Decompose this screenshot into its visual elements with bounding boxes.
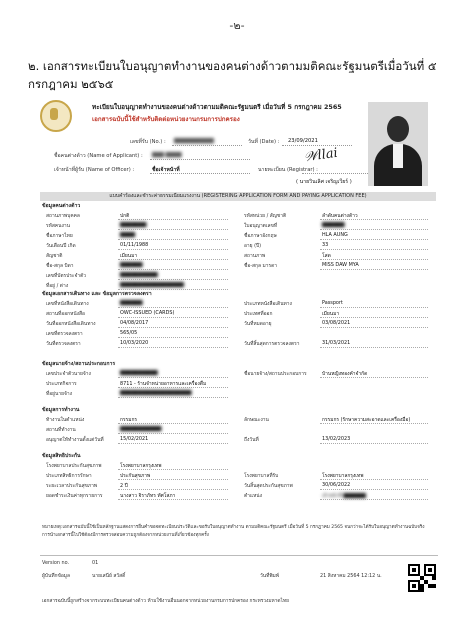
field-label: ชื่อ-สกุล บิดา bbox=[46, 263, 74, 269]
field-value: ประกันสุขภาพ bbox=[120, 473, 151, 479]
field-value: กรรมกร bbox=[120, 417, 138, 423]
field-label: สถานที่ทำงาน bbox=[46, 427, 76, 433]
field-label: รหัสคนงาน bbox=[46, 223, 70, 229]
form-subtitle: เอกสารฉบับนี้ใช้สำหรับติดต่อหน่วยงานกรมการปกครอง bbox=[92, 116, 240, 123]
field-value: ปกติ bbox=[120, 213, 130, 219]
field-label: ประเทศที่ออก bbox=[244, 311, 273, 317]
work-permit-form bbox=[34, 94, 442, 609]
officer-name-label: เจ้าหน้าที่ผู้รับ (Name of Officer) : bbox=[54, 167, 135, 173]
field-label: ประเภทกิจการ bbox=[46, 381, 77, 387]
field-value: ▇▇▇▇▇▇ bbox=[120, 300, 143, 306]
field-label: ที่อยู่นายจ้าง bbox=[46, 391, 72, 397]
field-value: 31/03/2021 bbox=[322, 340, 351, 346]
field-value: ▇▇▇▇▇▇ bbox=[120, 262, 143, 268]
field-label: ระยะเวลาประกันสุขภาพ bbox=[46, 483, 98, 489]
garuda-emblem-icon bbox=[40, 100, 72, 132]
field-label: ใบอนุญาตเลขที่ bbox=[244, 223, 278, 229]
field-label: รหัสหน่วย / สัญชาติ bbox=[244, 213, 287, 219]
field-value: MISS DAW MYA bbox=[322, 262, 359, 268]
field-value: 30/06/2022 bbox=[322, 482, 351, 488]
field-label: ประเภทสิทธิการรักษา bbox=[46, 473, 92, 479]
issued-value: 21 สิงหาคม 2564 12:12 น. bbox=[320, 573, 382, 579]
field-value: ▇▇▇▇▇▇▇▇▇▇▇ bbox=[120, 426, 162, 432]
field-label: วันสิ้นสุดประกันสุขภาพ bbox=[244, 483, 293, 489]
field-value: เมียนมา bbox=[322, 311, 340, 317]
form-title: ทะเบียนใบอนุญาตทำงานของคนต่างด้าวตามมติคณะรัฐมนตรี เมื่อวันที่ 5 กรกฎาคม 2565 bbox=[92, 103, 342, 111]
field-value: ▇▇▇▇▇▇▇▇▇▇▇▇▇▇▇▇▇▇▇ bbox=[120, 390, 192, 396]
field-value: 03/08/2021 bbox=[322, 320, 351, 326]
receipt-no-value: ▇▇▇▇▇▇▇▇▇▇ bbox=[174, 138, 214, 144]
field-value: โสด bbox=[322, 253, 331, 259]
field-label: เลขประจำตัวนายจ้าง bbox=[46, 371, 91, 377]
officer-name-value: ชื่อเจ้าหน้าที่ bbox=[152, 167, 180, 173]
field-value: ▇▇▇▇▇▇▇▇▇▇▇▇▇▇▇▇▇ bbox=[120, 282, 184, 288]
field-label: สถานที่ออกหนังสือ bbox=[46, 311, 85, 317]
field-value: ▇▇▇▇▇▇▇▇▇▇ bbox=[120, 370, 158, 376]
field-value: 565/05 bbox=[120, 330, 138, 336]
field-label: วันที่ตรวจลงตรา bbox=[46, 341, 81, 347]
field-label: เลขที่หนังสือเดินทาง bbox=[46, 301, 89, 307]
field-label: อายุ (ปี) bbox=[244, 243, 262, 249]
field-label: เลขที่ตรวจลงตรา bbox=[46, 331, 83, 337]
issued-label: วันที่พิมพ์ bbox=[260, 573, 279, 579]
field-value: 01/11/1988 bbox=[120, 242, 149, 248]
applicant-photo bbox=[368, 102, 428, 186]
field-value: ▇▇▇▇▇▇ bbox=[322, 222, 345, 228]
field-label: สถานภาพ bbox=[244, 253, 266, 259]
applicant-name-value: ▇▇▇ ▇▇▇▇ bbox=[152, 152, 182, 158]
registrar-label: นายทะเบียน (Registrar) : bbox=[258, 167, 318, 173]
field-label: ยอดชำระเงินค่าทุกรายการ bbox=[46, 493, 103, 499]
field-label: สถานภาพบุคคล bbox=[46, 213, 80, 219]
field-label: วันที่หมดอายุ bbox=[244, 321, 272, 327]
field-label: ชื่อ-สกุล มารดา bbox=[244, 263, 278, 269]
section-heading: ๒. เอกสารทะเบียนใบอนุญาตทำงานของคนต่างด้าวตามมติคณะรัฐมนตรีเมื่อวันที่ ๕ กรกฎาคม ๒๕๖๕ bbox=[28, 59, 437, 91]
group-title: ข้อมูลเอกสารเดินทาง และ ข้อมูลการตรวจลงตรา bbox=[42, 291, 152, 297]
field-label: ที่อยู่ / ต่าง bbox=[46, 283, 69, 289]
receipt-no-label: เลขที่รับ (No.) : bbox=[130, 139, 166, 145]
printed-by-value: นายเสนีย์ สวัสดิ์ bbox=[92, 573, 126, 579]
field-value: เมียนมา bbox=[120, 253, 138, 259]
footer-note: หมายเหตุ:เอกสารฉบับนี้ใช้เป็นหลักฐานแสดงการยื่นคำขอจดทะเบียนประวัติและขอรับใบอนุญาตทำงาน ตามมติคณะรัฐมนตรี เมื่อวันที่ 5 กรกฎาคม 2565 จนกว่าจะได้รับใบอนุญาตทำงานฉบับจริง การนำเอกสารนี้ไปใช้ต้องมีการตรวจสอบความถูกต้องจากหน่วยงานที่เกี่ยวข้องทุกครั้ง bbox=[42, 525, 425, 538]
version-label: Version no. bbox=[42, 560, 70, 566]
field-label: ชื่อนายจ้าง/สถานประกอบการ bbox=[244, 371, 307, 377]
field-label: วันเดือนปี เกิด bbox=[46, 243, 76, 249]
footer-bottom: เอกสารฉบับนี้ถูกสร้างจากระบบทะเบียนคนต่างด้าว ห้ามใช้งานอื่นนอกจากหน่วยงานกรมการปกครอง กระทรวงมหาดไทย bbox=[42, 599, 289, 604]
group-title: ข้อมูลสิทธิประกัน bbox=[42, 453, 81, 459]
field-value: 13/02/2023 bbox=[322, 436, 351, 442]
field-label: ลักษณะงาน bbox=[244, 417, 269, 423]
group-title: ข้อมูลนายจ้าง/สถานประกอบการ bbox=[42, 361, 116, 367]
form-banner: แบบคำร้องและชำระค่าธรรมเนียมแรงงาน (REGISTERING APPLICATION FORM AND PAYING APPLICATION FEE) bbox=[40, 192, 436, 201]
field-value: 04/08/2017 bbox=[120, 320, 149, 326]
field-label: เลขที่บัตรประจำตัว bbox=[46, 273, 87, 279]
field-label: ประเภทหนังสือเดินทาง bbox=[244, 301, 292, 307]
version-value: 01 bbox=[92, 560, 99, 566]
field-label: ท้างานในตำแหน่ง bbox=[46, 417, 85, 423]
field-label: วันที่สิ้นสุดการตรวจลงตรา bbox=[244, 341, 300, 347]
field-value: 10/03/2020 bbox=[120, 340, 149, 346]
field-label: โรงพยาบาลประกันสุขภาพ bbox=[46, 463, 102, 469]
field-value: 2 ปี bbox=[120, 483, 128, 489]
date-value: 23/09/2021 bbox=[288, 138, 318, 144]
field-value: ▇▇▇▇▇▇▇ bbox=[120, 222, 147, 228]
field-label: ถึงวันที่ bbox=[244, 437, 259, 443]
date-label: วันที่ (Date) : bbox=[248, 139, 280, 145]
field-value: 8711 - ร้านจำหน่ายอาหารและเครื่องดื่ม bbox=[120, 381, 207, 387]
field-value: ลำดับคนต่างด้าว bbox=[322, 213, 358, 219]
field-label: ชื่อภาษาไทย bbox=[46, 233, 73, 239]
field-value: โรงพยาบาลกรุงเทพ bbox=[120, 463, 162, 469]
field-label: สัญชาติ bbox=[46, 253, 63, 259]
field-label: อนุญาตให้ทำงานตั้งแต่วันที่ bbox=[46, 437, 104, 443]
field-value: 15/02/2021 bbox=[120, 436, 149, 442]
field-value: OWC-ISSUED (CARDS) bbox=[120, 310, 175, 316]
field-label: ชื่อภาษาอังกฤษ bbox=[244, 233, 277, 239]
group-title: ข้อมูลการทำงาน bbox=[42, 407, 80, 413]
field-value: เจ้าหน้าที่ ▇▇▇▇▇▇ bbox=[322, 493, 366, 499]
field-value: นางสาว จิราภัทร ทัศโสภา bbox=[120, 493, 176, 499]
field-value: ▇▇▇▇▇▇▇▇▇▇ bbox=[120, 272, 158, 278]
applicant-name-label: ชื่อคนต่างด้าว (Name of Applicant) : bbox=[54, 153, 143, 159]
field-value: กรรมกร (รักษาความสะอาดและเครื่องมือ) bbox=[322, 417, 411, 423]
group-title: ข้อมูลคนต่างด้าว bbox=[42, 203, 81, 209]
printed-by-label: ผู้บันทึกข้อมูล bbox=[42, 573, 70, 579]
field-value: ▇▇▇▇ bbox=[120, 232, 136, 238]
field-label: ตำแหน่ง bbox=[244, 493, 263, 499]
field-label: โรงพยาบาลที่รับ bbox=[244, 473, 279, 479]
qr-code-icon bbox=[408, 564, 436, 592]
field-value: Passport bbox=[322, 300, 343, 306]
page-number: -๒- bbox=[229, 19, 245, 32]
field-label: วันที่ออกหนังสือเดินทาง bbox=[46, 321, 96, 327]
field-value: HLA AUNG bbox=[322, 232, 348, 238]
registrar-signature: 𝒲llai bbox=[303, 145, 339, 166]
registrar-name: ( นายวินเลิศ เจริญเวียร์ ) bbox=[296, 179, 352, 185]
field-value: โรงพยาบาลกรุงเทพ bbox=[322, 473, 364, 479]
field-value: 33 bbox=[322, 242, 329, 248]
field-value: บ้านหญิงทองคำจำกัด bbox=[322, 371, 368, 377]
